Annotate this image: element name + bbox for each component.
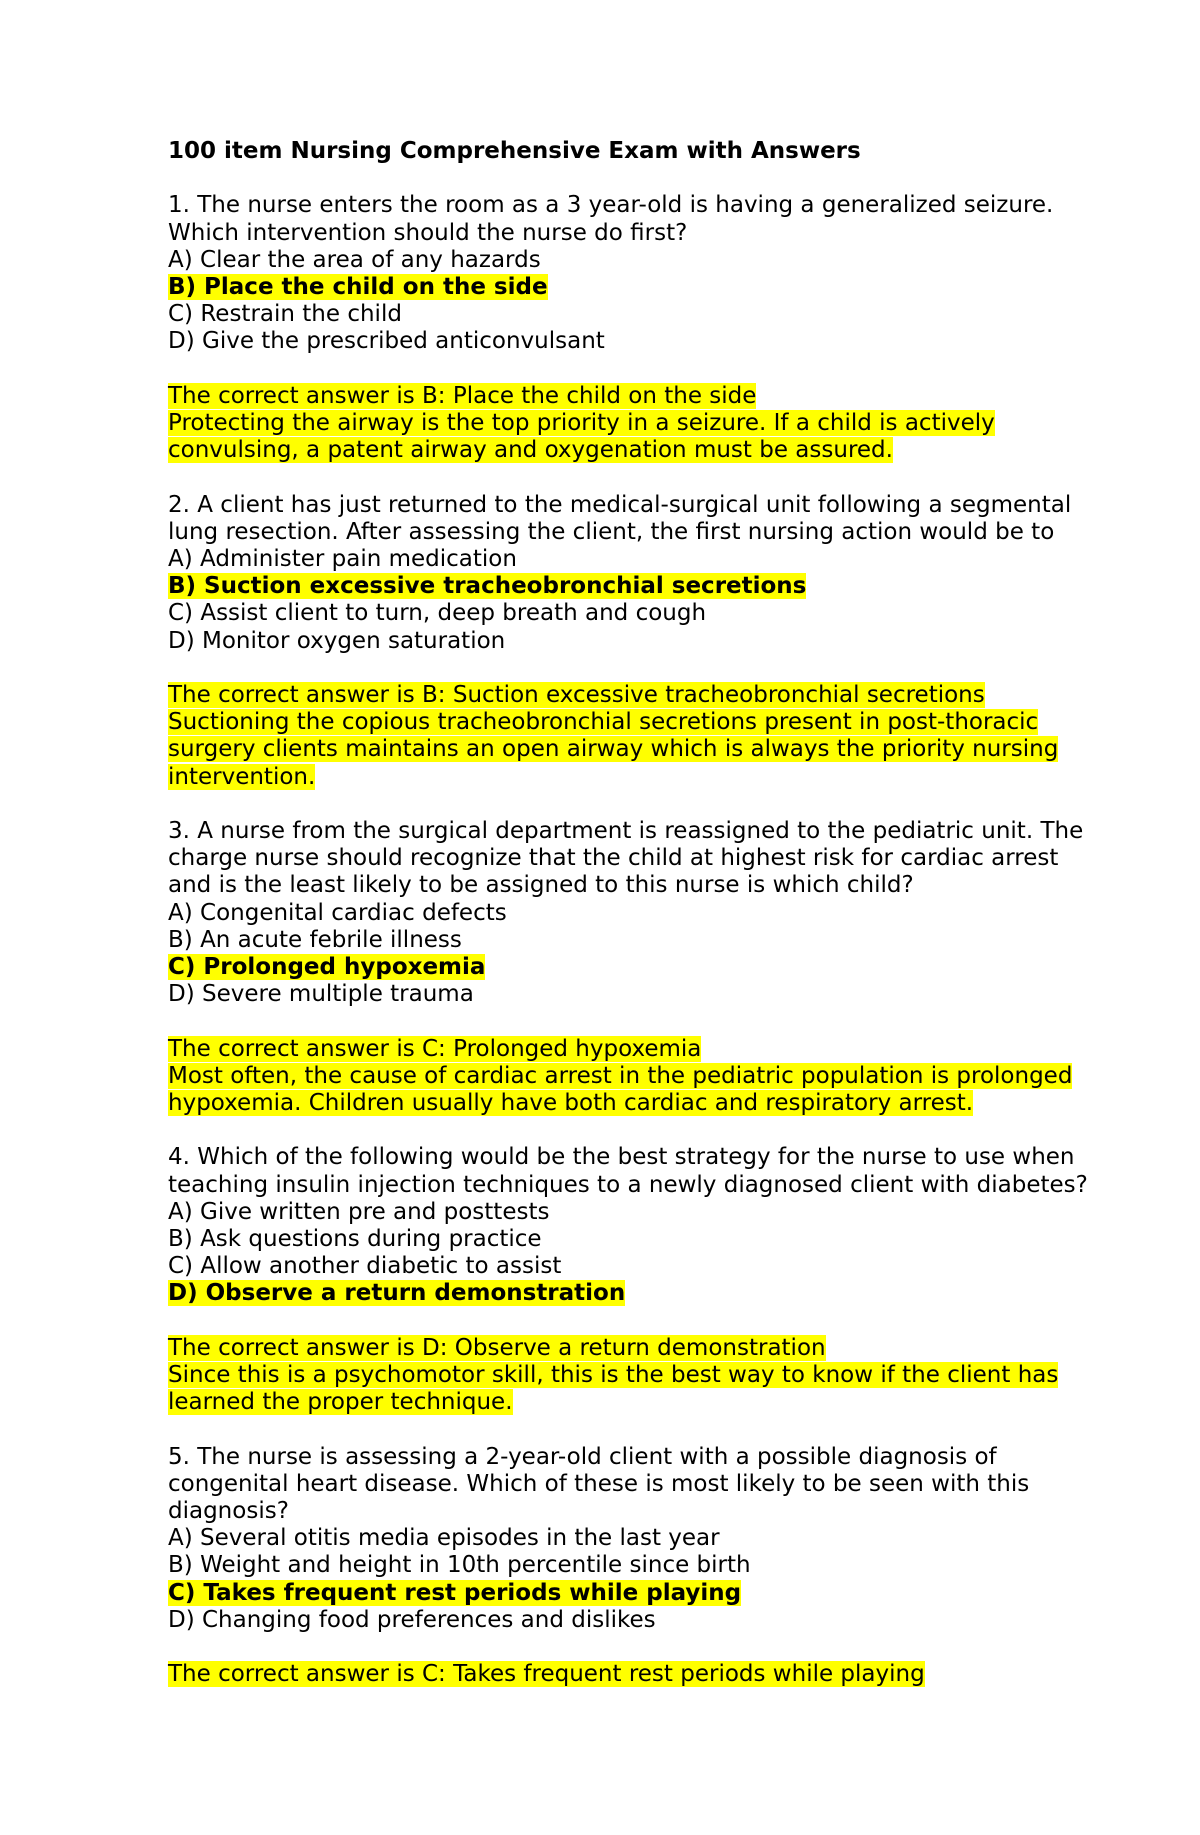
explanation-text: The correct answer is B: Place the child on the side [168,382,757,409]
correct-answer-option [168,573,1128,600]
explanation-text: Most often, the cause of cardiac arrest in the pediatric population is prolonged [168,1062,1073,1089]
answer-option [168,628,1128,655]
explanation-line [168,1362,1128,1389]
explanation-text: Suctioning the copious tracheobronchial secretions present in post-thoracic [168,709,1039,736]
answer-option [168,1552,1128,1579]
explanation-text: convulsing, a patent airway and oxygenation must be assured. [168,437,893,464]
explanation-line [168,1389,1128,1416]
explanation-text: Protecting the airway is the top priority in a seizure. If a child is actively [168,410,995,436]
question-list [168,192,1128,1688]
answer-option-text: D) Give the prescribed anticonvulsant [168,328,605,355]
explanation-text: The correct answer is C: Takes frequent rest periods while playing [168,1661,925,1688]
explanation-text: learned the proper technique. [168,1389,513,1416]
explanation-line [168,1335,1128,1362]
question-stem-line: lung resection. After assessing the client, the first nursing action would be to [168,518,1055,545]
answer-explanation [168,1036,1128,1118]
explanation-text: The correct answer is C: Prolonged hypoxemia [168,1035,702,1062]
answer-option-text: C) Takes frequent rest periods while playing [168,1579,742,1606]
correct-answer-option [168,1280,1128,1307]
question-stem-line: Which intervention should the nurse do first? [168,219,688,246]
explanation-text: surgery clients maintains an open airway which is always the priority nursing [168,736,1059,763]
explanation-text: The correct answer is D: Observe a return demonstration [168,1334,826,1361]
explanation-line [168,764,1128,791]
question-block [168,1144,1128,1416]
answer-explanation [168,1661,1128,1688]
explanation-line [168,709,1128,736]
answer-option-text: C) Allow another diabetic to assist [168,1253,562,1280]
answer-option [168,600,1128,627]
explanation-line [168,1063,1128,1090]
correct-answer-option [168,1580,1128,1607]
answer-option [168,1525,1128,1552]
explanation-text: The correct answer is B: Suction excessive tracheobronchial secretions [168,682,985,708]
question-stem-line: charge nurse should recognize that the child at highest risk for cardiac arrest [168,845,1059,872]
answer-option [168,1607,1128,1634]
answer-option-text: B) Weight and height in 10th percentile since birth [168,1552,751,1579]
question-stem-line: congenital heart disease. Which of these is most likely to be seen with this [168,1470,1030,1497]
answer-option-text: D) Observe a return demonstration [168,1280,626,1307]
answer-option-text: A) Several otitis media episodes in the last year [168,1525,720,1552]
question-stem-line: and is the least likely to be assigned to this nurse is which child? [168,872,914,899]
explanation-line [168,410,1128,437]
answer-option [168,981,1128,1008]
explanation-text: Since this is a psychomotor skill, this is the best way to know if the client has [168,1362,1059,1389]
answer-option-text: B) Suction excessive tracheobronchial secretions [168,573,807,600]
correct-answer-option [168,954,1128,981]
answer-option-text: C) Restrain the child [168,301,402,328]
question-stem-line: 2. A client has just returned to the medical-surgical unit following a segmental [168,491,1072,518]
answer-option-text: A) Give written pre and posttests [168,1198,550,1225]
answer-option-text: B) An acute febrile illness [168,926,462,953]
answer-option [168,927,1128,954]
correct-answer-option [168,274,1128,301]
question-block [168,192,1128,464]
explanation-line [168,1036,1128,1063]
answer-option [168,900,1128,927]
question-block [168,818,1128,1117]
explanation-line [168,383,1128,410]
explanation-text: intervention. [168,763,316,790]
explanation-text: hypoxemia. Children usually have both cardiac and respiratory arrest. [168,1090,974,1117]
answer-option-text: D) Monitor oxygen saturation [168,627,506,654]
explanation-line [168,437,1128,464]
explanation-line [168,1661,1128,1688]
answer-option-text: A) Congenital cardiac defects [168,899,507,926]
answer-option-text: D) Severe multiple trauma [168,981,474,1008]
question-stem-line: 1. The nurse enters the room as a 3 year-old is having a generalized seizure. [168,192,1054,219]
document-body [168,138,1128,1716]
answer-option [168,328,1128,355]
answer-option [168,301,1128,328]
question-block [168,1444,1128,1689]
question-stem-line: 3. A nurse from the surgical department is reassigned to the pediatric unit. The [168,818,1084,844]
answer-explanation [168,1335,1128,1417]
answer-option [168,1226,1128,1253]
answer-option-text: B) Ask questions during practice [168,1226,542,1253]
answer-option-text: C) Assist client to turn, deep breath and cough [168,600,707,627]
question-stem-line: 5. The nurse is assessing a 2-year-old client with a possible diagnosis of [168,1443,997,1470]
question-stem-line: diagnosis? [168,1498,289,1525]
question-block [168,492,1128,791]
explanation-line [168,682,1128,709]
answer-option-text: D) Changing food preferences and dislikes [168,1606,656,1633]
answer-explanation [168,383,1128,465]
answer-option [168,247,1128,274]
document-title: 100 item Nursing Comprehensive Exam with Answers [168,138,861,164]
answer-option-text: C) Prolonged hypoxemia [168,954,486,981]
answer-option-text: A) Clear the area of any hazards [168,246,541,273]
answer-option-text: B) Place the child on the side [168,274,548,300]
question-stem-line: teaching insulin injection techniques to a newly diagnosed client with diabetes? [168,1171,1088,1198]
answer-option [168,546,1128,573]
answer-option [168,1253,1128,1280]
explanation-line [168,1090,1128,1117]
answer-option [168,1199,1128,1226]
explanation-line [168,736,1128,763]
question-stem-line: 4. Which of the following would be the best strategy for the nurse to use when [168,1144,1075,1171]
answer-explanation [168,682,1128,791]
answer-option-text: A) Administer pain medication [168,546,517,572]
